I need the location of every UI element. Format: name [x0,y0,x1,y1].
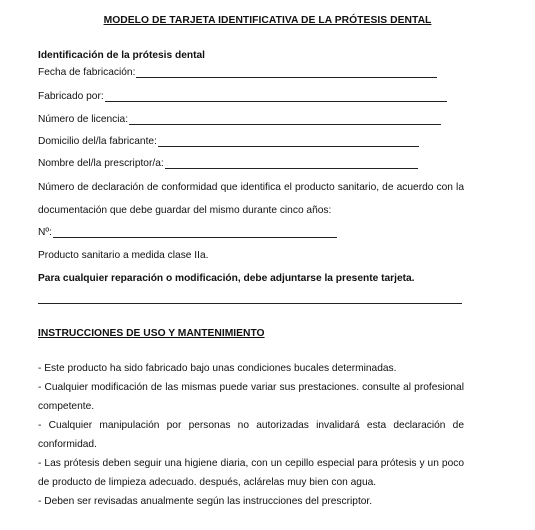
declaration-text-line1: Número de declaración de conformidad que identifica el producto sanitario, de acuerdo con la [38,182,464,193]
list-item: - Este producto ha sido fabricado bajo unas condiciones bucales determinadas. [38,363,397,374]
instructions-heading: INSTRUCCIONES DE USO Y MANTENIMIENTO [38,328,265,339]
field-label: Fabricado por: [38,91,104,102]
field-label: Fecha de fabricación: [38,67,136,78]
field-domicilio-fabricante[interactable] [38,136,419,147]
field-label: Nº: [38,227,52,238]
identification-heading: Identificación de la prótesis dental [38,50,205,61]
field-label: Domicilio del/la fabricante: [38,136,157,147]
field-numero-declaracion[interactable] [38,227,337,238]
product-class-text: Producto sanitario a medida clase IIa. [38,250,209,261]
fill-line[interactable] [136,68,437,78]
fill-line[interactable] [129,115,441,125]
field-fecha-fabricacion[interactable] [38,67,437,78]
instructions-list [38,359,464,511]
field-label: Nombre del/la prescriptor/a: [38,158,164,169]
fill-line[interactable] [165,159,418,169]
field-label: Número de licencia: [38,114,129,125]
document-title: MODELO DE TARJETA IDENTIFICATIVA DE LA PRÓTESIS DENTAL [103,15,432,26]
list-item: - Cualquier modificación de las mismas puede variar sus prestaciones. consulte al profesional competente. [38,382,464,412]
fill-line[interactable] [158,137,419,147]
fill-line[interactable] [105,92,447,102]
declaration-text-line2: documentación que debe guardar del mismo durante cinco años: [38,205,332,216]
list-item: - Las prótesis deben seguir una higiene diaria, con un cepillo especial para prótesis y un poco de producto de limpieza adecuado. después, aclárelas muy bien con agua. [38,458,464,488]
repair-notice: Para cualquier reparación o modificación, debe adjuntarse la presente tarjeta. [38,273,415,284]
field-fabricado-por[interactable] [38,91,447,102]
separator-line [38,303,462,304]
fill-line[interactable] [53,228,337,238]
field-numero-licencia[interactable] [38,114,441,125]
list-item: - Deben ser revisadas anualmente según las instrucciones del prescriptor. [38,496,373,507]
field-nombre-prescriptor[interactable] [38,158,418,169]
list-item: - Cualquier manipulación por personas no autorizadas invalidará esta declaración de conformidad. [38,420,464,450]
